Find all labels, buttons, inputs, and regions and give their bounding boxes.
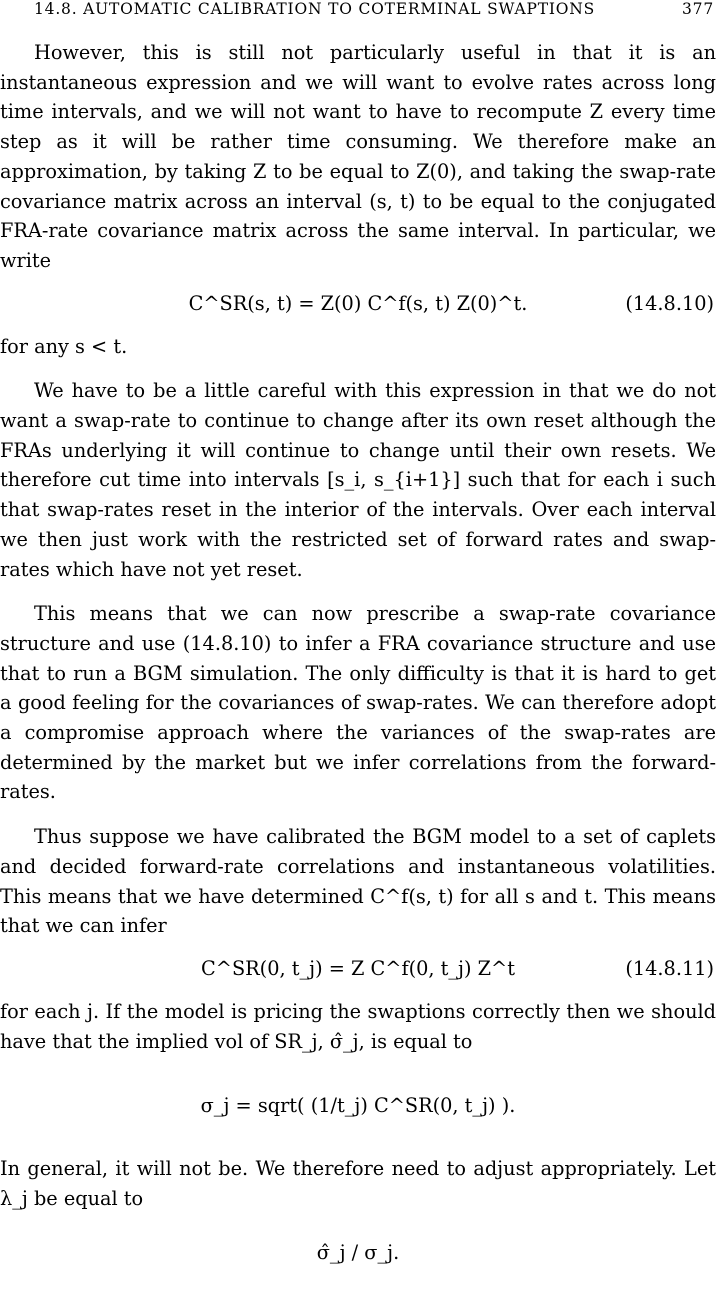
- paragraph-5: for each j. If the model is pricing the swaptions correctly then we should have that the implied vol of SR_j, σ̂_j, is equal to: [0, 999, 716, 1053]
- section-title: 14.8. AUTOMATIC CALIBRATION TO COTERMINAL SWAPTIONS: [34, 0, 596, 18]
- paragraph-1: However, this is still not particularly useful in that it is an instantaneous expression and we will want to evolve rates across long time intervals, and we will not want to have to recompute Z every time step as it will be rather time consuming. We therefore make an approximation, by taking Z to be equal to Z(0), and taking the swap-rate covariance matrix across an interval (s, t) to be equal to the conjugated FRA-rate covariance matrix across the same interval. In particular, we write: [0, 41, 716, 272]
- equation-expression: σ̂_j / σ_j.: [316, 1240, 400, 1264]
- paragraph-4: Thus suppose we have calibrated the BGM model to a set of caplets and decided forward-rate correlations and instantaneous volatilities. This means that we have determined C^f(s, t) for all s and t. This means that we can infer: [0, 825, 716, 938]
- page-number: 377: [682, 0, 714, 18]
- paragraph-6: In general, it will not be. We therefore need to adjust appropriately. Let λ_j be equal to: [0, 1157, 716, 1211]
- body-text: [0, 38, 716, 1292]
- equation-number: (14.8.10): [625, 291, 714, 315]
- equation-sigma: [0, 1062, 716, 1148]
- equation-14-8-10: [0, 282, 716, 326]
- paragraph-2: We have to be a little careful with this expression in that we do not want a swap-rate to continue to change after its own reset although the FRAs underlying it will continue to change until their own resets. We therefore cut time into intervals [s_i, s_{i+1}] such that for each i such that swap-rates reset in the interior of the intervals. Over each interval we then just work with the restricted set of forward rates and swap-rates which have not yet reset.: [0, 379, 716, 581]
- equation-14-8-11: [0, 947, 716, 991]
- equation-lambda: [0, 1220, 716, 1286]
- equation-expression: C^SR(0, t_j) = Z C^f(0, t_j) Z^t: [201, 957, 515, 981]
- paragraph-3: This means that we can now prescribe a swap-rate covariance structure and use (14.8.10) to infer a FRA covariance structure and use that to run a BGM simulation. The only difficulty is that it is hard to get a good feeling for the covariances of swap-rates. We can therefore adopt a compromise approach where the variances of the swap-rates are determined by the market but we infer correlations from the forward-rates.: [0, 602, 716, 804]
- running-header: [34, 0, 714, 20]
- equation-number: (14.8.11): [625, 957, 714, 981]
- equation-expression: C^SR(s, t) = Z(0) C^f(s, t) Z(0)^t.: [188, 291, 528, 315]
- equation-expression: σ_j = sqrt( (1/t_j) C^SR(0, t_j) ).: [200, 1093, 516, 1117]
- after-equation-text: for any s < t.: [0, 334, 128, 358]
